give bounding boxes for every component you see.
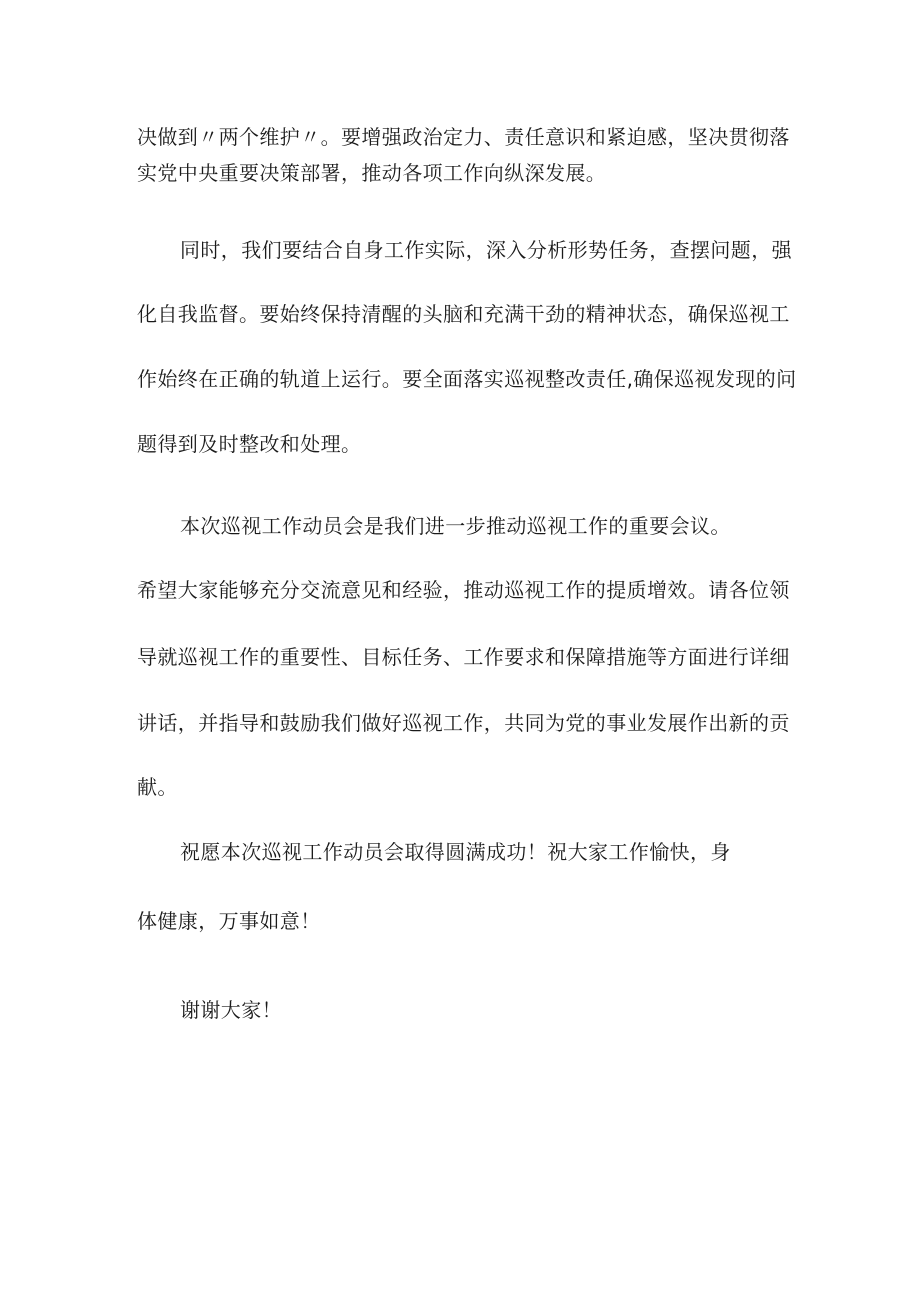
text-line: 献。 (137, 775, 178, 799)
text-line: 讲话，并指导和鼓励我们做好巡视工作，共同为党的事业发展作出新的贡 (137, 711, 790, 735)
text-line: 实党中央重要决策部署，推动各项工作向纵深发展。 (137, 161, 607, 185)
text-line: 本次巡视工作动员会是我们进一步推动巡视工作的重要会议。 (180, 514, 731, 538)
text-line: 作始终在正确的轨道上运行。要全面落实巡视整改责任,确保巡视发现的问 (137, 367, 797, 391)
text-line: 题得到及时整改和处理。 (137, 432, 362, 456)
text-line: 导就巡视工作的重要性、目标任务、工作要求和保障措施等方面进行详细 (137, 645, 790, 669)
text-line: 希望大家能够充分交流意见和经验，推动巡视工作的提质增效。请各位领 (137, 578, 790, 602)
text-line: 同时，我们要结合自身工作实际，深入分析形势任务，查摆问题，强 (180, 238, 792, 262)
text-line: 体健康，万事如意！ (137, 909, 321, 933)
text-line: 谢谢大家！ (180, 998, 282, 1022)
text-line: 决做到〃两个维护〃。要增强政治定力、责任意识和紧迫感，坚决贯彻落 (137, 125, 790, 149)
text-line: 化自我监督。要始终保持清醒的头脑和充满干劲的精神状态，确保巡视工 (137, 302, 790, 326)
text-line: 祝愿本次巡视工作动员会取得圆满成功！祝大家工作愉快，身 (180, 840, 731, 864)
